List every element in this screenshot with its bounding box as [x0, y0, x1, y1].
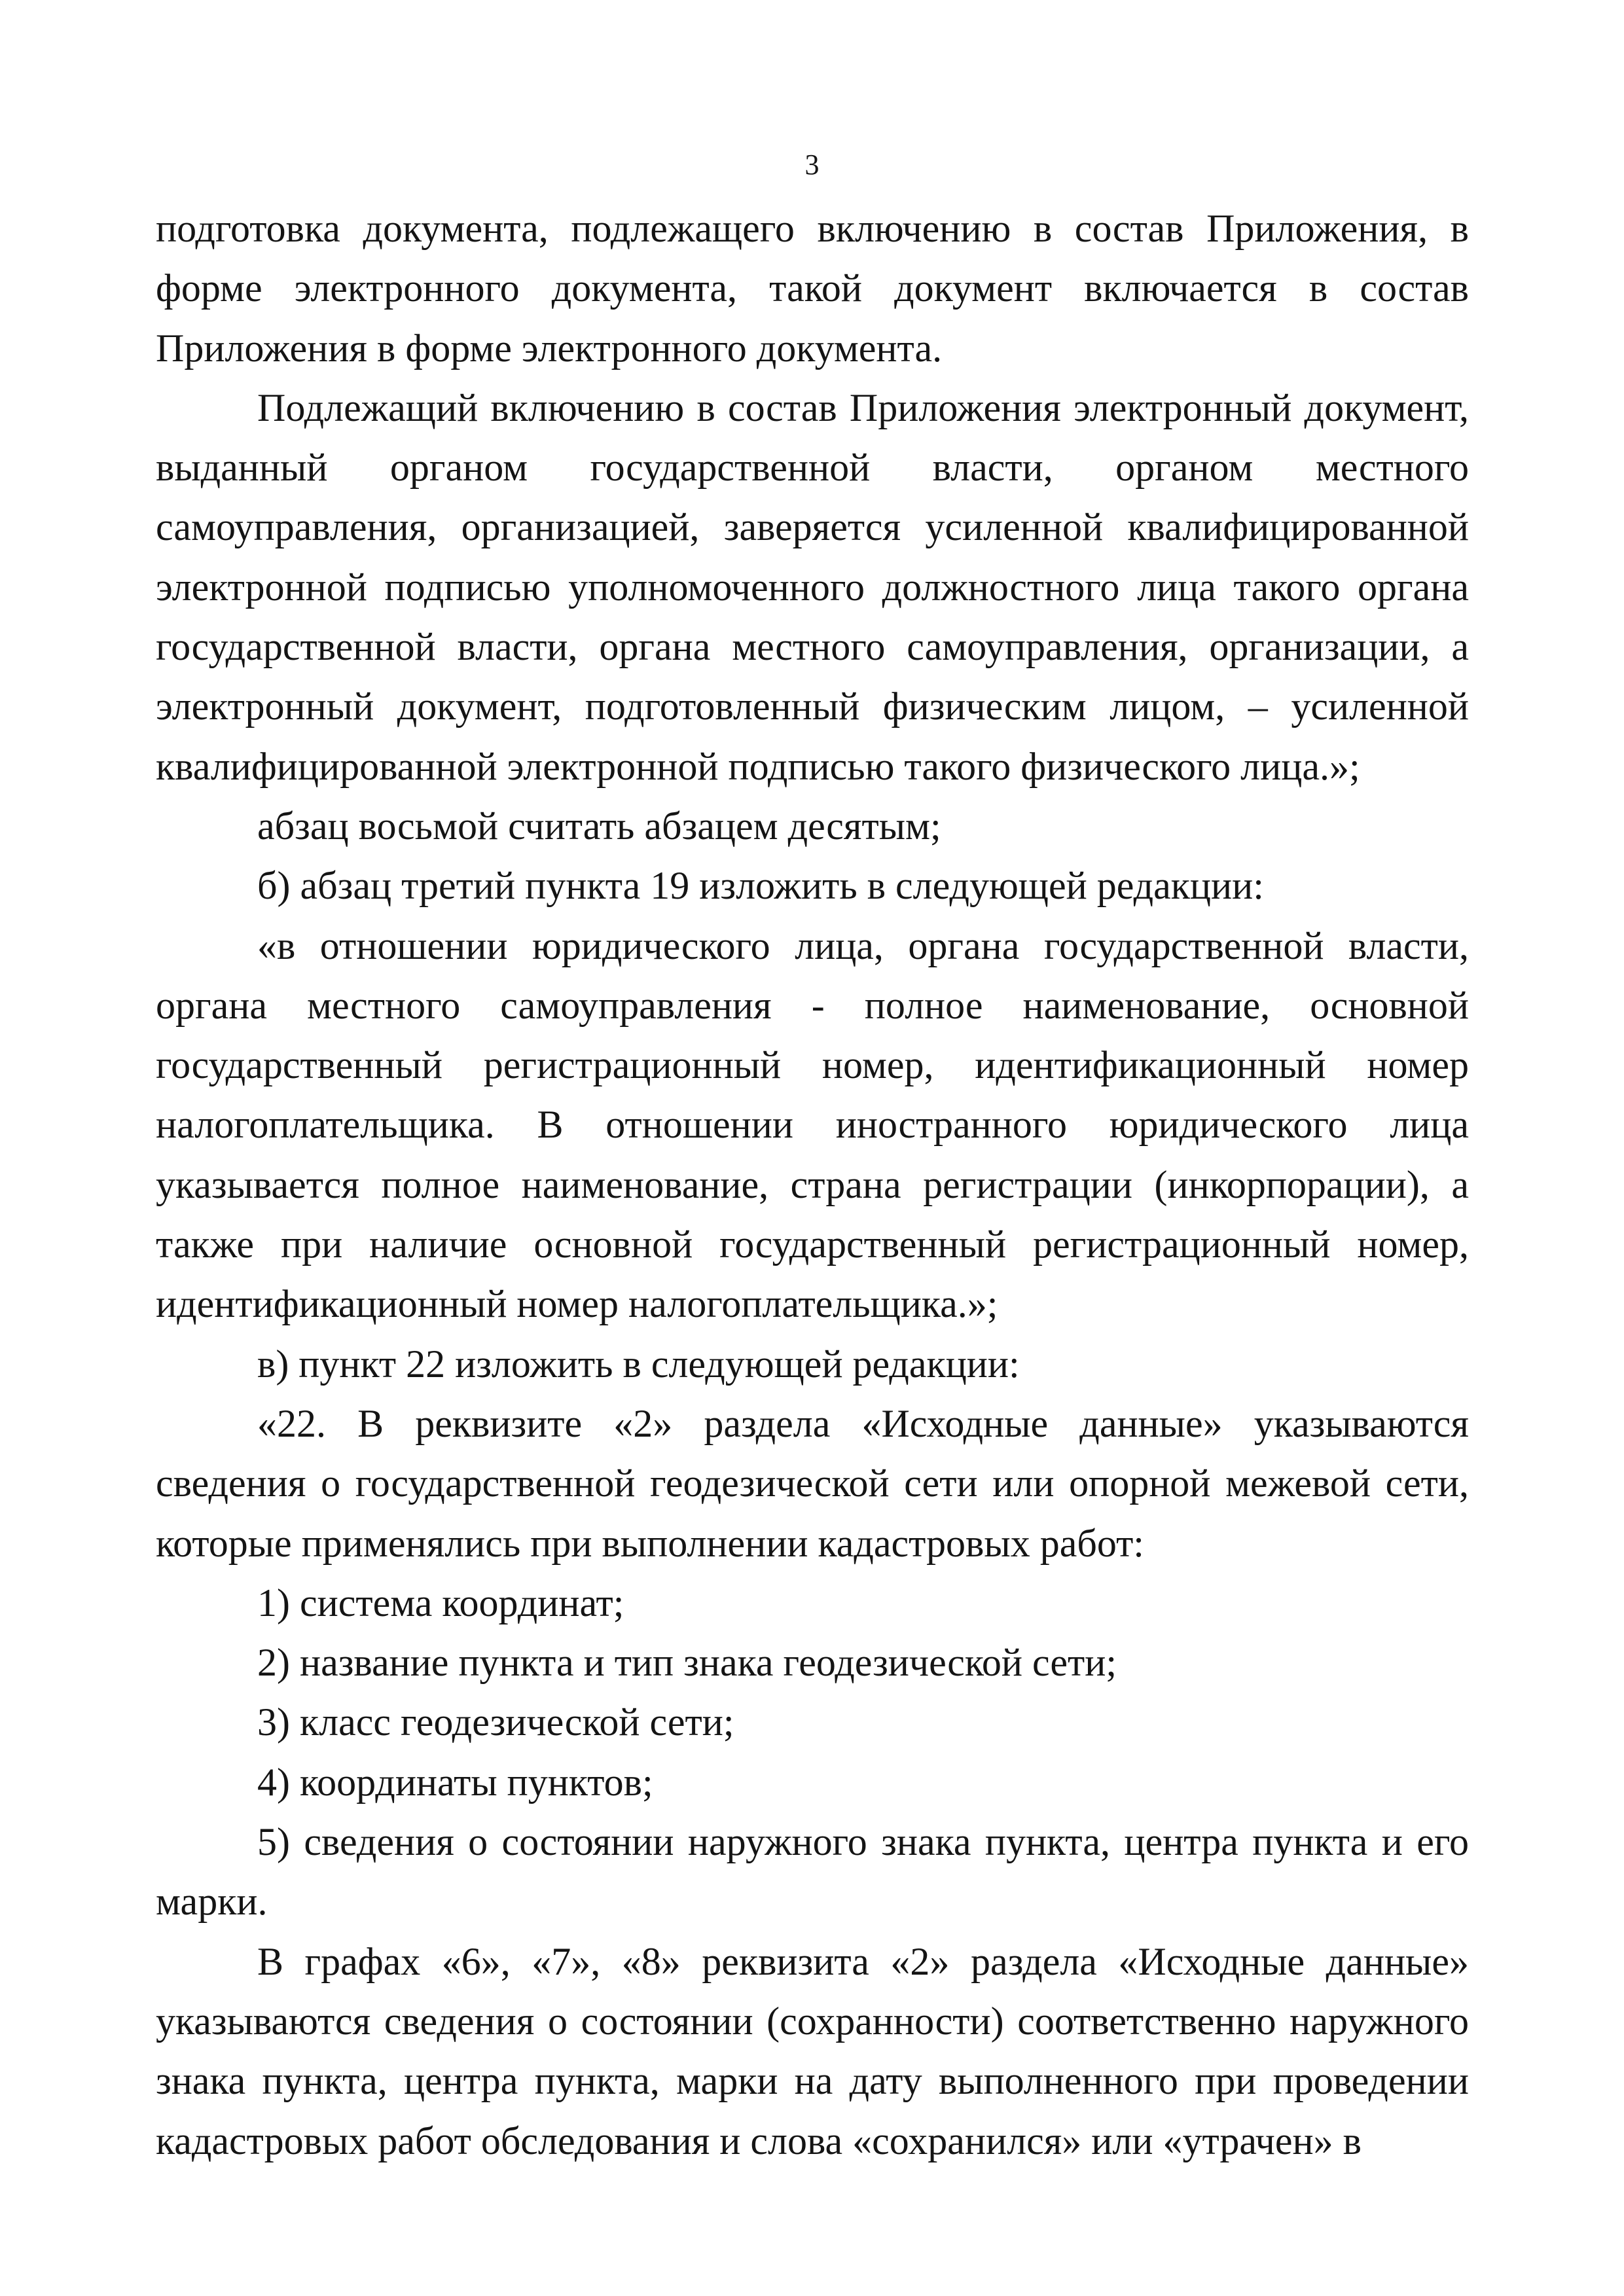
paragraph-1: подготовка документа, подлежащего включению в состав Приложения, в форме электронного документа, такой документ включается в состав Приложения в форме электронного документа. — [156, 207, 1469, 370]
list-item-3: 3) класс геодезической сети; — [257, 1700, 734, 1744]
list-item-2: 2) название пункта и тип знака геодезической сети; — [257, 1641, 1117, 1685]
paragraph-6: в) пункт 22 изложить в следующей редакции: — [257, 1342, 1020, 1386]
paragraph-8: В графах «6», «7», «8» реквизита «2» раздела «Исходные данные» указываются сведения о состоянии (сохранности) соответственно наружного знака пункта, центра пункта, марки на дату выполненного при проведении кадастровых работ обследования и слова «сохранился» или «утрачен» в — [156, 1939, 1469, 2162]
list-item-4: 4) координаты пунктов; — [257, 1760, 653, 1804]
paragraph-2: Подлежащий включению в состав Приложения электронный документ, выданный органом государственной власти, органом местного самоуправления, организацией, заверяется усиленной квалифицированной электронной подписью уполномоченного должностного лица такого органа государственной власти, органа местного самоуправления, организации, а электронный документ, подготовленный физическим лицом, – усиленной квалифицированной электронной подписью такого физического лица.»; — [156, 386, 1469, 788]
paragraph-7: «22. В реквизите «2» раздела «Исходные данные» указываются сведения о государственной геодезической сети или опорной межевой сети, которые применялись при выполнении кадастровых работ: — [156, 1401, 1469, 1565]
paragraph-3: абзац восьмой считать абзацем десятым; — [257, 804, 941, 848]
list-item-1: 1) система координат; — [257, 1581, 624, 1624]
paragraph-4: б) абзац третий пункта 19 изложить в следующей редакции: — [257, 864, 1264, 908]
list-item-5: 5) сведения о состоянии наружного знака пункта, центра пункта и его марки. — [156, 1820, 1469, 1924]
page-number: 3 — [804, 149, 820, 181]
document-body — [156, 199, 1469, 2171]
paragraph-5: «в отношении юридического лица, органа государственной власти, органа местного самоуправления - полное наименование, основной государственный регистрационный номер, идентификационный номер налогоплательщика. В отношении иностранного юридического лица указывается полное наименование, страна регистрации (инкорпорации), а также при наличие основной государственный регистрационный номер, идентификационный номер налогоплательщика.»; — [156, 924, 1469, 1326]
